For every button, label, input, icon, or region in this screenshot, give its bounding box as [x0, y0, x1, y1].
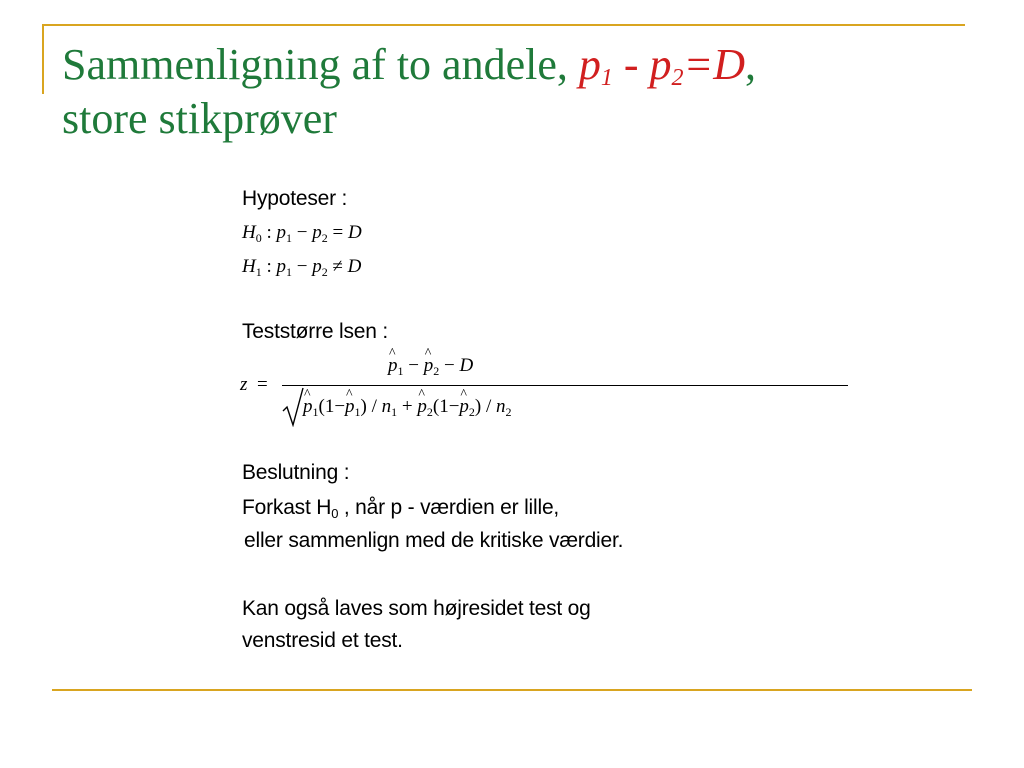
- slide-title: [62, 38, 962, 146]
- null-hypothesis: $H_0$ : $p_1 - p_2 = D$: [242, 222, 362, 245]
- fraction-bar: [282, 385, 848, 386]
- decision-heading: Beslutning :: [242, 461, 350, 484]
- formula-numerator: ^ $p_1$ − ^ $p_2 - D$: [388, 355, 473, 377]
- hypotheses-heading: Hypoteser :: [242, 187, 348, 210]
- sqrt-radical: [282, 387, 304, 427]
- title-main: Sammenligning af to andele,: [62, 40, 579, 89]
- decision-line2: eller sammenlign med de kritiske værdier.: [244, 529, 624, 552]
- decision-line1: Forkast $H_0$ , når p - værdien er lille,: [242, 496, 560, 521]
- title-formula: $p_1 - p_2=D$: [578, 40, 745, 91]
- title-comma: ,: [745, 40, 756, 89]
- alternative-hypothesis: $H_1$ : $p_1 - p_2 \ne D$: [242, 256, 362, 279]
- bottom-border-line: [52, 689, 972, 691]
- formula-denominator: ^ $p_1(1-\^{}$ $p_1) / n_1$ + ^ $p_2(1-\^{}$ $p_2) / n_2$: [303, 396, 512, 418]
- test-statistic-heading: Teststørre lsen :: [242, 320, 388, 343]
- z-symbol: z: [240, 374, 248, 395]
- equals-sign: =: [257, 374, 268, 395]
- z-formula: [240, 352, 620, 427]
- title-line2: store stikprøver: [62, 94, 337, 143]
- note-line2: venstresid et test.: [242, 629, 403, 652]
- top-border-line: [42, 24, 965, 26]
- note-line1: Kan også laves som højresidet test og: [242, 597, 591, 620]
- left-border-line: [42, 24, 44, 94]
